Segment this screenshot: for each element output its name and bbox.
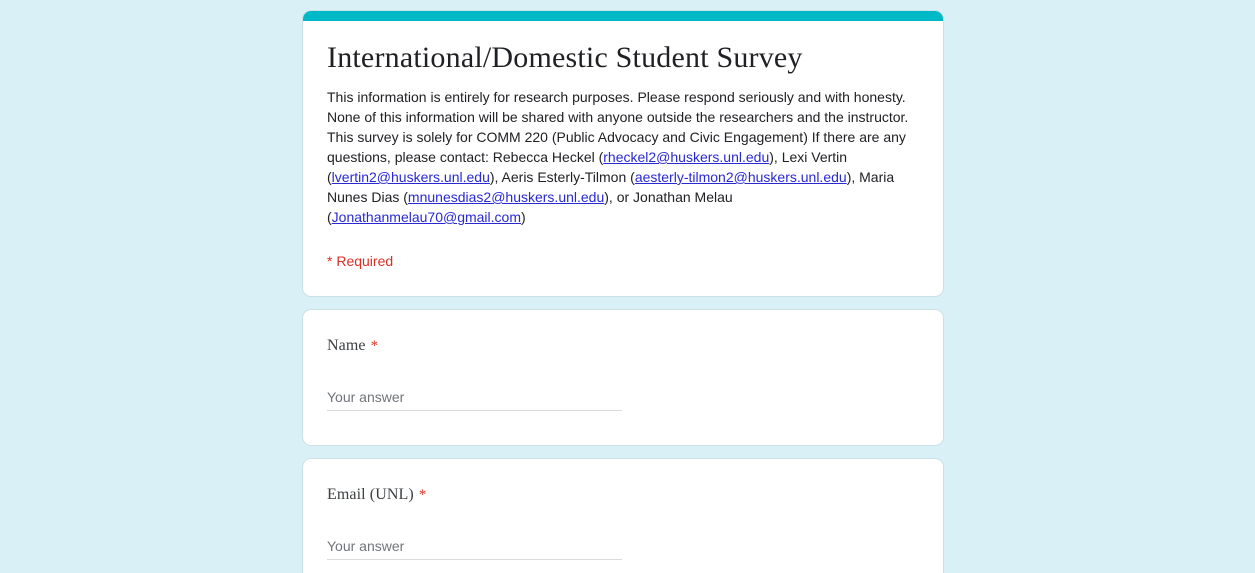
form-description: This information is entirely for research purposes. Please respond seriously and with honesty. None of this information will be shared with anyone outside the researchers and the instructor. This survey is solely for COMM 220 (Public Advocacy and Civic Engagement) If there are any questions, please contact: Rebecca Heckel (rheckel2@huskers.unl.edu), Lexi Vertin (lvertin2@huskers.unl.edu), Aeris Esterly-Tilmon (aesterly-tilmon2@huskers.unl.edu), Maria Nunes Dias (mnunesdias2@huskers.unl.edu), or Jonathan Melau (Jonathanmelau70@gmail.com) bbox=[327, 89, 909, 225]
answer-input[interactable] bbox=[327, 389, 622, 411]
question-label bbox=[327, 485, 919, 505]
required-asterisk: * bbox=[418, 487, 427, 503]
question-label-text: Name bbox=[327, 337, 366, 354]
email-link[interactable]: Jonathanmelau70@gmail.com bbox=[331, 209, 521, 225]
email-link[interactable]: aesterly-tilmon2@huskers.unl.edu bbox=[634, 169, 847, 185]
question-label bbox=[327, 336, 919, 356]
questions-container bbox=[303, 310, 943, 573]
question-card bbox=[303, 310, 943, 445]
question-card bbox=[303, 459, 943, 573]
form-header-card bbox=[303, 11, 943, 296]
email-link[interactable]: lvertin2@huskers.unl.edu bbox=[331, 169, 490, 185]
form-title: International/Domestic Student Survey bbox=[327, 41, 803, 74]
form-column bbox=[303, 11, 943, 573]
question-label-text: Email (UNL) bbox=[327, 486, 414, 503]
email-link[interactable]: rheckel2@huskers.unl.edu bbox=[603, 149, 770, 165]
form-accent-bar bbox=[303, 11, 943, 21]
required-note: * Required bbox=[327, 253, 394, 269]
required-asterisk: * bbox=[370, 338, 379, 354]
form-header-content bbox=[303, 21, 943, 296]
email-link[interactable]: mnunesdias2@huskers.unl.edu bbox=[407, 189, 605, 205]
answer-input[interactable] bbox=[327, 538, 622, 560]
